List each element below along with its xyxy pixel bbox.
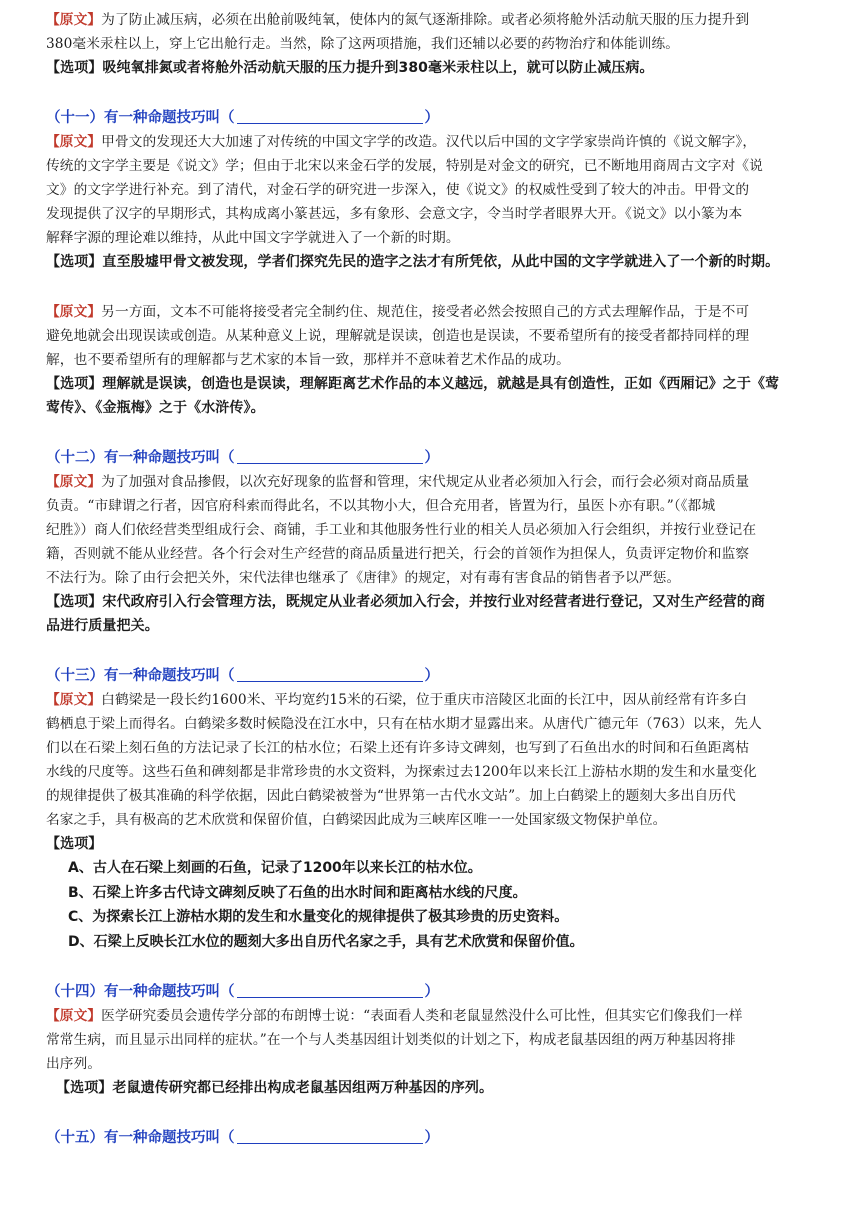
section-heading-14: （十四）有一种命题技巧叫（ ） [46, 984, 439, 1000]
option-line: 理解就是误读，创造也是误读，理解距离艺术作品的本义越远，就越是具有创造性，正如《西厢记》之于《莺 [102, 376, 780, 392]
original-line: 为了防止减压病，必须在出舱前吸纯氧，使体内的氮气逐渐排除。或者必须将舱外活动航天服的压力提升到 [101, 12, 750, 28]
option-line: 吸纯氧排氮或者将舱外活动航天服的压力提升到380毫米汞柱以上，就可以防止减压病。 [102, 60, 654, 76]
original-tag: 【原文】 [46, 1008, 102, 1024]
option-block [46, 372, 830, 420]
option-block [46, 1076, 830, 1100]
original-line: 鹤栖息于梁上而得名。白鹤梁多数时候隐没在江水中，只有在枯水期才显露出来。从唐代广德元年（763）以来，先人 [46, 716, 762, 732]
option-tag: 【选项】 [46, 254, 103, 270]
original-tag: 【原文】 [46, 134, 102, 150]
answer-blank[interactable] [237, 449, 423, 464]
option-block [46, 832, 830, 954]
original-line: 380毫米汞柱以上，穿上它出舱行走。当然，除了这两项措施，我们还辅以必要的药物治疗和体能训练。 [46, 36, 680, 52]
option-tag: 【选项】 [46, 594, 103, 610]
option-block [46, 250, 830, 274]
original-text-block [46, 300, 830, 372]
choice-a: A、古人在石梁上刻画的石鱼，记录了1200年以来长江的枯水位。 [68, 860, 482, 876]
original-line: 白鹤梁是一段长约1600米、平均宽约15米的石梁，位于重庆市涪陵区北面的长江中，因从前经常有许多白 [101, 692, 747, 708]
original-line: 名家之手，具有极高的艺术欣赏和保留价值，白鹤梁因此成为三峡库区唯一一处国家级文物保护单位。 [46, 812, 667, 828]
original-text-block [46, 470, 830, 590]
option-tag: 【选项】 [46, 60, 103, 76]
original-line: 负责。“市肆谓之行者，因官府科索而得此名，不以其物小大，但合充用者，皆置为行，虽医卜亦有职。”（《都城 [46, 498, 716, 514]
original-line: 的规律提供了极其准确的科学依据，因此白鹤梁被誉为“世界第一古代水文站”。加上白鹤梁上的题刻大多出自历代 [46, 788, 736, 804]
original-line: 另一方面，文本不可能将接受者完全制约住、规范住，接受者必然会按照自己的方式去理解作品，于是不可 [101, 304, 750, 320]
answer-blank[interactable] [237, 983, 423, 998]
option-tag: 【选项】 [46, 376, 103, 392]
section-heading-13: （十三）有一种命题技巧叫（ ） [46, 668, 439, 684]
original-line: 们以在石梁上刻石鱼的方法记录了长江的枯水位；石梁上还有许多诗文碑刻，也写到了石鱼出水的时间和石鱼距离枯 [46, 740, 750, 756]
original-tag: 【原文】 [46, 12, 102, 28]
answer-blank[interactable] [237, 109, 423, 124]
original-line: 不法行为。除了由行会把关外，宋代法律也继承了《唐律》的规定，对有毒有害食品的销售者予以严惩。 [46, 570, 681, 586]
choice-c: C、为探索长江上游枯水期的发生和水量变化的规律提供了极其珍贵的历史资料。 [68, 909, 569, 925]
option-line: 老鼠遗传研究都已经排出构成老鼠基因组两万种基因的序列。 [112, 1080, 494, 1096]
section-heading-12: （十二）有一种命题技巧叫（ ） [46, 450, 439, 466]
original-text-block [46, 130, 830, 250]
original-line: 解释字源的理论难以维持，从此中国文字学就进入了一个新的时期。 [46, 230, 460, 246]
original-line: 为了加强对食品掺假，以次充好现象的监督和管理，宋代规定从业者必须加入行会，而行会必须对商品质量 [101, 474, 750, 490]
original-line: 纪胜》）商人们依经营类型组成行会、商铺，手工业和其他服务性行业的相关人员必须加入行会组织，并按行业登记在 [46, 522, 757, 538]
original-line: 避免地就会出现误读或创造。从某种意义上说，理解就是误读，创造也是误读，不要希望所有的接受者都持同样的理 [46, 328, 750, 344]
section-heading-11: （十一）有一种命题技巧叫（ ） [46, 110, 439, 126]
original-tag: 【原文】 [46, 692, 102, 708]
original-tag: 【原文】 [46, 474, 102, 490]
original-text-block [46, 688, 830, 832]
option-line: 品进行质量把关。 [46, 618, 159, 634]
option-line: 直至殷墟甲骨文被发现，学者们探究先民的造字之法才有所凭依，从此中国的文字学就进入了一个新的时期。 [102, 254, 780, 270]
original-text-block [46, 8, 830, 56]
choice-b: B、石梁上许多古代诗文碑刻反映了石鱼的出水时间和距离枯水线的尺度。 [68, 884, 527, 901]
original-line: 文》的文字学进行补充。到了清代，对金石学的研究进一步深入，使《说文》的权威性受到了较大的冲击。甲骨文的 [46, 182, 750, 198]
option-block [46, 590, 830, 638]
option-block [46, 56, 830, 80]
option-tag: 【选项】 [56, 1080, 113, 1096]
option-line: 宋代政府引入行会管理方法，既规定从业者必须加入行会，并按行业对经营者进行登记，又对生产经营的商 [102, 594, 766, 610]
original-line: 出序列。 [46, 1056, 102, 1072]
original-text-block [46, 1004, 830, 1076]
choice-d: D、石梁上反映长江水位的题刻大多出自历代名家之手，具有艺术欣赏和保留价值。 [68, 933, 584, 950]
section-heading-15: （十五）有一种命题技巧叫（ ） [46, 1130, 439, 1146]
original-line: 传统的文字学主要是《说文》学；但由于北宋以来金石学的发展，特别是对金文的研究，已不断地用商周古文字对《说 [46, 158, 763, 174]
document-page [46, 8, 830, 1150]
answer-blank[interactable] [237, 1129, 423, 1144]
original-tag: 【原文】 [46, 304, 102, 320]
original-line: 发现提供了汉字的早期形式，其构成离小篆甚远，多有象形、会意文字，令当时学者眼界大开。《说文》以小篆为本 [46, 206, 743, 222]
option-line: 莺传》、《金瓶梅》之于《水浒传》。 [46, 400, 265, 416]
option-tag: 【选项】 [46, 836, 103, 852]
original-line: 常常生病，而且显示出同样的症状。”在一个与人类基因组计划类似的计划之下，构成老鼠基因组的两万种基因将排 [46, 1032, 736, 1048]
answer-blank[interactable] [237, 667, 423, 682]
original-line: 医学研究委员会遗传学分部的布朗博士说：“表面看人类和老鼠显然没什么可比性，但其实它们像我们一样 [101, 1008, 743, 1024]
original-line: 籍，否则就不能从业经营。各个行会对生产经营的商品质量进行把关，行会的首领作为担保人，负责评定物价和监察 [46, 546, 750, 562]
original-line: 解，也不要希望所有的理解都与艺术家的本旨一致，那样并不意味着艺术作品的成功。 [46, 352, 570, 368]
original-line: 甲骨文的发现还大大加速了对传统的中国文字学的改造。汉代以后中国的文字学家崇尚许慎的《说文解字》， [101, 134, 757, 150]
original-line: 水线的尺度等。这些石鱼和碑刻都是非常珍贵的水文资料，为探索过去1200年以来长江上游枯水期的发生和水量变化 [46, 764, 757, 780]
